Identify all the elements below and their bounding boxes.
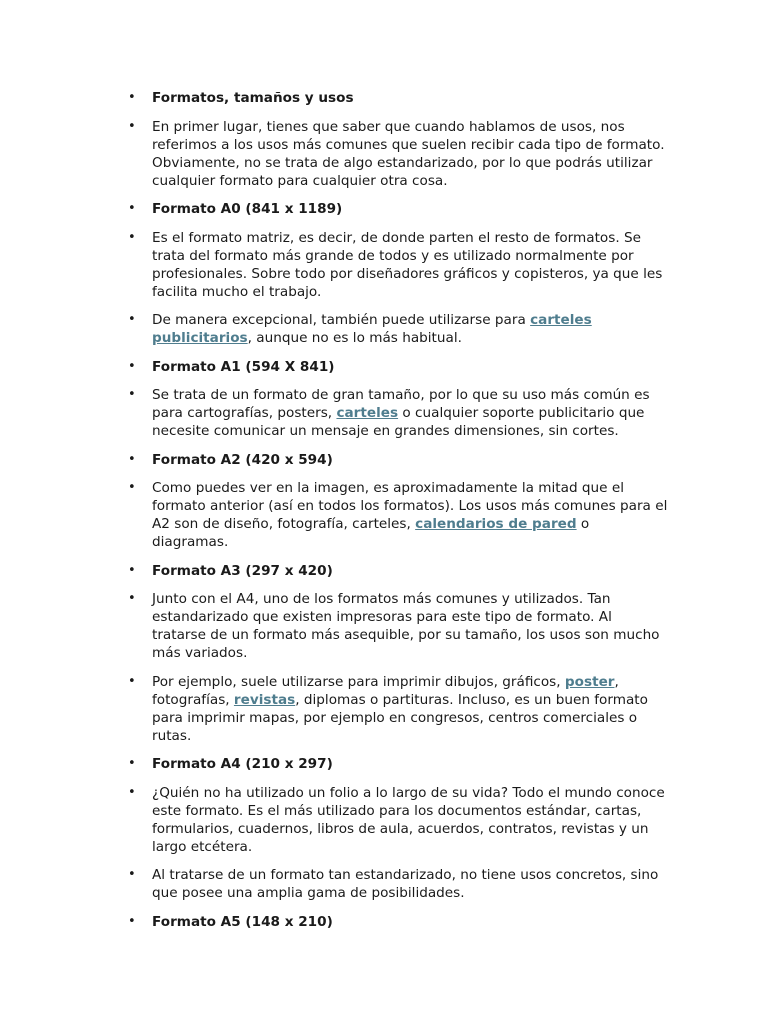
list-item-paragraph [128, 479, 668, 551]
list-item-paragraph [128, 866, 668, 902]
section-heading: Formato A5 (148 x 210) [152, 913, 333, 930]
section-heading: Formatos, tamaños y usos [152, 90, 354, 106]
paragraph-text: En primer lugar, tienes que saber que cuando hablamos de usos, nos referimos a los usos más comunes que suelen recibir cada tipo de formato. Obviamente, no se trata de algo estandarizado, por lo que podrás utilizar cualquier formato para cualquier otra cosa. [152, 118, 665, 189]
paragraph-text-middle: , fotografías, [152, 673, 619, 708]
list-item-heading [128, 451, 668, 469]
paragraph-text: Junto con el A4, uno de los formatos más comunes y utilizados. Tan estandarizado que existen impresoras para este tipo de formato. Al tratarse de un formato más asequible, por su tamaño, los usos son mucho más variados. [152, 591, 660, 661]
list-item-heading [128, 358, 668, 376]
paragraph-text: Al tratarse de un formato tan estandarizado, no tiene usos concretos, sino que posee una amplia gama de posibilidades. [152, 867, 659, 901]
list-item-paragraph [128, 386, 668, 440]
link-carteles[interactable]: carteles [336, 405, 399, 421]
paragraph-text-after: o cualquier soporte publicitario que necesite comunicar un mensaje en grandes dimensiones, sin cortes. [152, 405, 645, 439]
link-poster[interactable]: poster [564, 673, 615, 690]
paragraph-text-before: Se trata de un formato de gran tamaño, por lo que su uso más común es para cartografías, posters, [152, 387, 650, 421]
list-item-paragraph [128, 784, 668, 856]
section-heading: Formato A1 (594 X 841) [152, 358, 335, 375]
paragraph-text: Es el formato matriz, es decir, de donde parten el resto de formatos. Se trata del formato más grande de todos y es utilizado normalmente por profesionales. Sobre todo por diseñadores gráficos y copisteros, ya que les facilita mucho el trabajo. [152, 229, 663, 300]
section-heading: Formato A3 (297 x 420) [152, 562, 333, 579]
paragraph-text [152, 674, 648, 744]
bullet-icon: • [128, 562, 136, 578]
bullet-icon: • [128, 312, 136, 327]
list-item-paragraph [128, 311, 668, 347]
bullet-icon: • [128, 90, 136, 105]
paragraph-text-before: Por ejemplo, suele utilizarse para imprimir dibujos, gráficos, [152, 673, 565, 690]
paragraph-text: ¿Quién no ha utilizado un folio a lo largo de su vida? Todo el mundo conoce este formato. Es el más utilizado para los documentos estándar, cartas, formularios, cuadernos, libros de aula, acuerdos, contratos, revistas y un largo etcétera. [152, 784, 665, 855]
paragraph-text-after: , aunque no es lo más habitual. [247, 330, 462, 346]
paragraph-text [152, 387, 650, 439]
link-calendarios-de-pared[interactable]: calendarios de pared [415, 516, 577, 532]
link-carteles-publicitarios[interactable]: carteles publicitarios [152, 312, 592, 346]
section-heading: Formato A2 (420 x 594) [152, 451, 333, 468]
paragraph-text-before: De manera excepcional, también puede utilizarse para [152, 312, 531, 328]
list-item-paragraph [128, 118, 668, 190]
bullet-icon: • [128, 358, 136, 374]
list-item-heading [128, 913, 668, 931]
list-item-heading [128, 89, 668, 107]
bullet-icon: • [128, 591, 136, 606]
bullet-icon: • [128, 387, 136, 402]
bullet-icon: • [128, 784, 136, 800]
link-revistas[interactable]: revistas [233, 691, 296, 708]
bullet-icon: • [128, 756, 136, 771]
list-item-paragraph [128, 590, 668, 662]
bullet-icon: • [128, 673, 136, 689]
section-heading: Formato A0 (841 x 1189) [152, 201, 343, 217]
paragraph-text-before: Como puedes ver en la imagen, es aproximadamente la mitad que el formato anterior (así en todos los formatos). Los usos más comunes para el A2 son de diseño, fotografía, carteles, [152, 480, 668, 532]
list-item-heading [128, 755, 668, 773]
list-item-paragraph [128, 673, 668, 745]
list-item-heading [128, 562, 668, 580]
bullet-icon: • [128, 867, 136, 882]
bullet-list [128, 89, 668, 941]
paragraph-text [152, 480, 667, 550]
bullet-icon: • [128, 201, 136, 216]
list-item-heading [128, 200, 668, 218]
paragraph-text [152, 312, 592, 346]
bullet-icon: • [128, 451, 136, 467]
paragraph-text-after: o diagramas. [152, 516, 590, 550]
bullet-icon: • [128, 913, 136, 929]
bullet-icon: • [128, 229, 136, 245]
section-heading: Formato A4 (210 x 297) [152, 756, 333, 772]
list-item-paragraph [128, 229, 668, 301]
bullet-icon: • [128, 118, 136, 134]
paragraph-text-after: , diplomas o partituras. Incluso, es un buen formato para imprimir mapas, por ejemplo en congresos, centros comerciales o rutas. [152, 691, 648, 744]
bullet-icon: • [128, 480, 136, 495]
